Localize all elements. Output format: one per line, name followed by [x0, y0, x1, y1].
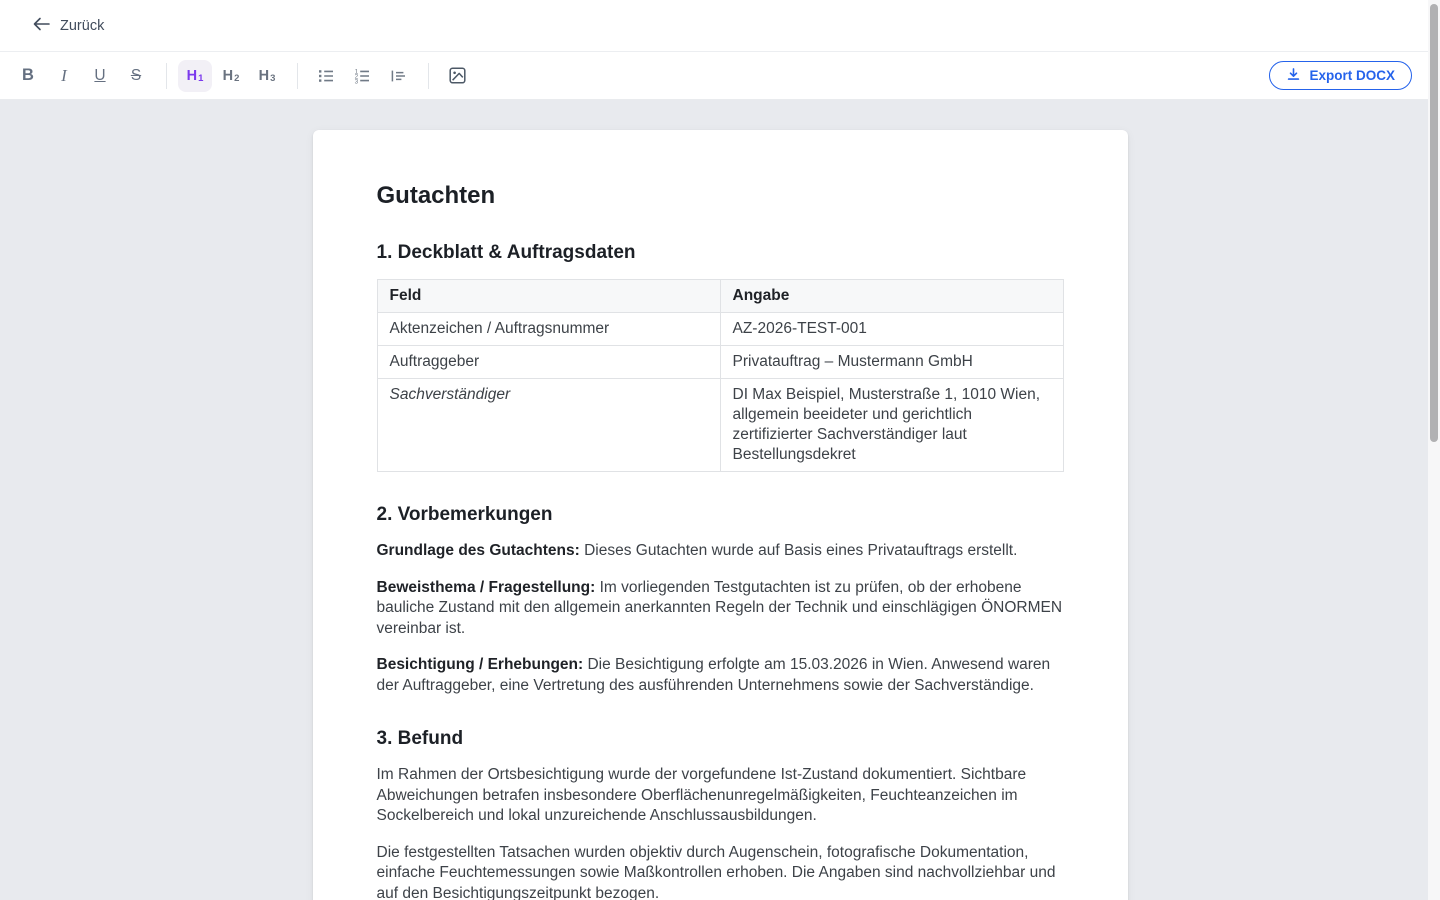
- table-header-row: [377, 280, 1063, 313]
- table-row: [377, 379, 1063, 472]
- table-cell-field[interactable]: Sachverständiger: [377, 379, 720, 472]
- heading2-sub: 2: [234, 73, 240, 84]
- table-cell-field[interactable]: Auftraggeber: [377, 346, 720, 379]
- back-button[interactable]: [33, 17, 104, 35]
- paragraph-lead-label: Beweisthema / Fragestellung:: [376, 578, 596, 596]
- section2-heading[interactable]: 2. Vorbemerkungen: [376, 504, 553, 525]
- indent-list-button[interactable]: [381, 60, 415, 92]
- heading2-label: H: [222, 67, 234, 84]
- document-page[interactable]: [313, 130, 1128, 900]
- export-docx-label: Export DOCX: [1309, 68, 1395, 83]
- heading3-sub: 3: [270, 73, 276, 84]
- paragraph-text: Im vorliegenden Testgutachten ist zu prüfen, ob der erhobene bauliche Zustand mit den allgemein anerkannten Regeln der Technik und einschlägigen ÖNORMEN vereinbar ist.: [376, 578, 1063, 637]
- heading1-button[interactable]: [178, 60, 212, 92]
- bullet-list-button[interactable]: [309, 60, 343, 92]
- heading3-button[interactable]: [250, 60, 284, 92]
- table-cell-value[interactable]: AZ-2026-TEST-001: [720, 313, 1063, 346]
- toolbar-divider: [166, 63, 167, 89]
- toolbar-divider: [297, 63, 298, 89]
- paragraph[interactable]: [377, 655, 1064, 696]
- heading1-label: H: [186, 67, 198, 84]
- indent-list-icon: [389, 67, 407, 85]
- back-arrow-icon: [33, 17, 50, 35]
- paragraph[interactable]: Im Rahmen der Ortsbesichtigung wurde der vorgefundene Ist-Zustand dokumentiert. Sichtbare Abweichungen betrafen insbesondere Oberflächenunregelmäßigkeiten, Feuchteanzeichen im Sockelbereich und lokal unzureichende Anschlussausbildungen.: [376, 766, 1027, 824]
- download-icon: [1286, 67, 1301, 85]
- table-cell-value[interactable]: DI Max Beispiel, Musterstraße 1, 1010 Wien, allgemein beeideter und gerichtlich zertifizierter Sachverständiger laut Bestellungsdekret: [720, 379, 1063, 472]
- paragraph[interactable]: Die festgestellten Tatsachen wurden objektiv durch Augenschein, fotografische Dokumentation, einfache Feuchtemessungen sowie Maßkontrollen erhoben. Die Angaben sind nachvollziehbar und auf den Besichtigungszeitpunkt bezogen.: [376, 843, 1056, 900]
- underline-button[interactable]: U: [83, 60, 117, 92]
- topbar: [0, 0, 1440, 52]
- bullet-list-icon: [317, 67, 335, 85]
- italic-button[interactable]: I: [47, 60, 81, 92]
- paragraph-text: Die Besichtigung erfolgte am 15.03.2026 in Wien. Anwesend waren der Auftraggeber, eine Vertretung des ausführenden Unternehmens sowie der Sachverständige.: [376, 656, 1051, 694]
- svg-text:3: 3: [354, 78, 359, 85]
- scrollbar-thumb[interactable]: [1430, 4, 1438, 442]
- export-docx-button[interactable]: [1269, 61, 1412, 90]
- svg-text:1: 1: [354, 67, 359, 75]
- heading3-label: H: [258, 67, 270, 84]
- heading1-sub: 1: [198, 73, 204, 84]
- back-label: Zurück: [60, 17, 105, 34]
- section1-heading[interactable]: 1. Deckblatt & Auftragsdaten: [376, 242, 636, 263]
- table-cell-value[interactable]: Privatauftrag – Mustermann GmbH: [720, 346, 1063, 379]
- formatting-toolbar: [0, 52, 1440, 100]
- scrollbar-track[interactable]: [1428, 0, 1440, 900]
- table-row: [377, 346, 1063, 379]
- paragraph-text: Dieses Gutachten wurde auf Basis eines Privatauftrags erstellt.: [579, 542, 1018, 559]
- strikethrough-button[interactable]: S: [119, 60, 153, 92]
- cover-data-table[interactable]: [377, 279, 1064, 472]
- table-header-angabe[interactable]: Angabe: [720, 280, 1063, 313]
- table-row: [377, 313, 1063, 346]
- insert-image-button[interactable]: [440, 60, 474, 92]
- ordered-list-icon: [353, 67, 371, 85]
- bold-button[interactable]: B: [11, 60, 45, 92]
- paragraph[interactable]: [377, 578, 1064, 640]
- table-header-feld[interactable]: Feld: [377, 280, 720, 313]
- image-icon: [448, 66, 467, 85]
- paragraph-lead-label: Besichtigung / Erhebungen:: [376, 656, 584, 673]
- ordered-list-button[interactable]: [345, 60, 379, 92]
- svg-text:2: 2: [354, 73, 359, 81]
- paragraph[interactable]: [377, 541, 1064, 562]
- heading2-button[interactable]: [214, 60, 248, 92]
- paragraph-lead-label: Grundlage des Gutachtens:: [376, 542, 580, 559]
- toolbar-divider: [428, 63, 429, 89]
- section3-heading[interactable]: 3. Befund: [376, 728, 464, 749]
- document-title[interactable]: Gutachten: [376, 182, 496, 209]
- editor-canvas[interactable]: [0, 100, 1440, 900]
- table-cell-field[interactable]: Aktenzeichen / Auftragsnummer: [377, 313, 720, 346]
